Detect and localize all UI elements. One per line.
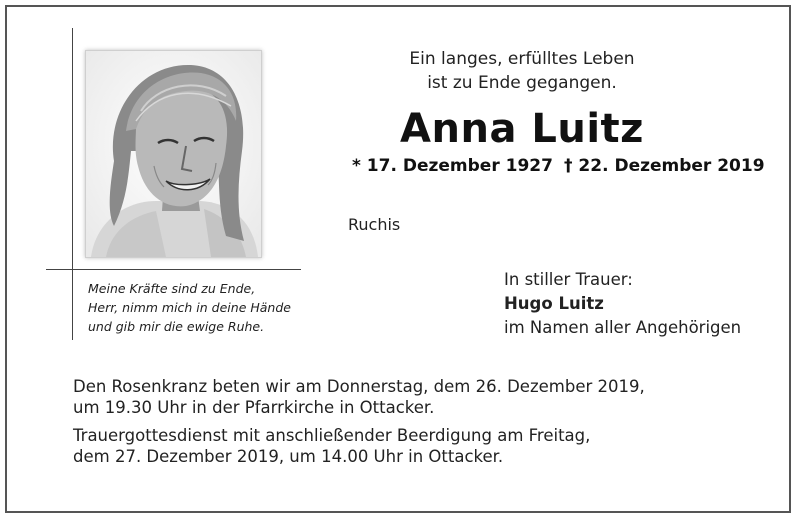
vertical-divider — [72, 28, 73, 340]
memorial-verse — [88, 279, 318, 336]
mourners-block — [504, 268, 784, 340]
rosary-line: um 19.30 Uhr in der Pfarrkirche in Ottacker. — [73, 398, 435, 417]
mourners-line: im Namen aller Angehörigen — [504, 318, 742, 337]
funeral-paragraph — [73, 425, 753, 467]
mourner-name: Hugo Luitz — [504, 294, 604, 313]
rosary-paragraph — [73, 376, 753, 418]
intro-text — [352, 47, 692, 95]
mourners-heading: In stiller Trauer: — [504, 270, 633, 289]
funeral-line: dem 27. Dezember 2019, um 14.00 Uhr in Ottacker. — [73, 447, 504, 466]
birth-date: * 17. Dezember 1927 — [352, 156, 553, 176]
portrait-photo — [85, 50, 262, 258]
hometown: Ruchis — [348, 215, 401, 234]
death-date: † 22. Dezember 2019 — [564, 156, 765, 176]
service-details — [73, 376, 753, 467]
intro-line: Ein langes, erfülltes Leben — [409, 49, 635, 69]
deceased-name: Anna Luitz — [400, 106, 644, 152]
funeral-line: Trauergottesdienst mit anschließender Beerdigung am Freitag, — [73, 426, 591, 445]
rosary-line: Den Rosenkranz beten wir am Donnerstag, dem 26. Dezember 2019, — [73, 377, 645, 396]
verse-line: Herr, nimm mich in deine Hände — [88, 300, 291, 315]
horizontal-divider — [46, 269, 301, 270]
intro-line: ist zu Ende gegangen. — [427, 73, 617, 93]
verse-line: Meine Kräfte sind zu Ende, — [88, 281, 256, 296]
verse-line: und gib mir die ewige Ruhe. — [88, 319, 265, 334]
